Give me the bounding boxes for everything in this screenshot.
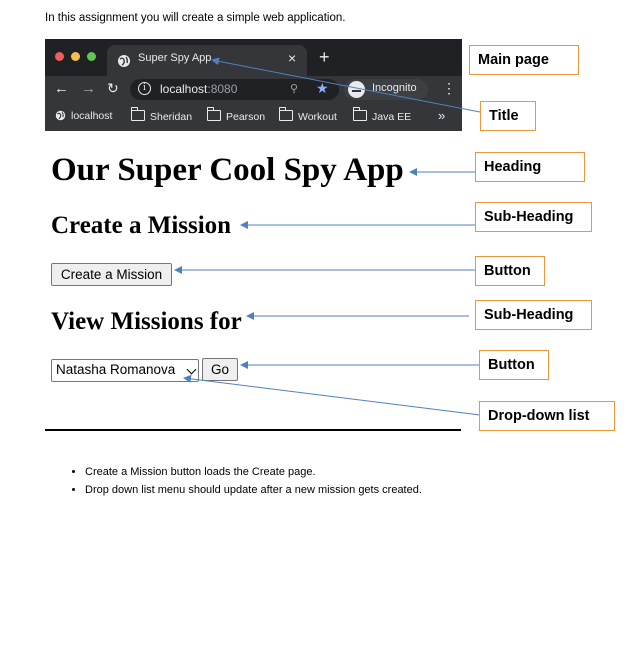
list-item: • Drop down list menu should update after a new mission gets created. — [85, 484, 422, 496]
create-mission-subheading: Create a Mission — [51, 212, 232, 239]
intro-text: In this assignment you will create a simple web application. — [45, 12, 346, 24]
annotation-title: Title — [480, 101, 536, 131]
annotation-subheading-1: Sub-Heading — [475, 202, 592, 232]
annotation-dropdown: Drop-down list — [479, 401, 615, 431]
annotation-button-1: Button — [475, 256, 545, 286]
list-item: • Create a Mission button loads the Create page. — [85, 466, 422, 478]
bookmark-sheridan[interactable]: Sheridan — [131, 110, 192, 123]
bookmark-pearson[interactable]: Pearson — [207, 110, 265, 123]
tab-close-icon[interactable]: × — [288, 50, 297, 66]
title-arrow — [212, 60, 480, 112]
back-arrow-icon[interactable]: ← — [54, 80, 69, 97]
new-tab-icon[interactable]: + — [319, 47, 330, 67]
create-mission-button[interactable]: Create a Mission — [51, 263, 172, 286]
url-text: localhost:8080 — [160, 82, 238, 96]
forward-arrow-icon[interactable]: → — [81, 80, 96, 97]
zoom-icon[interactable]: ⚲ — [290, 83, 299, 95]
annotation-heading: Heading — [475, 152, 585, 182]
view-missions-subheading: View Missions for — [51, 308, 242, 335]
notes-list — [65, 466, 422, 502]
bookmark-star-icon[interactable]: ★ — [316, 80, 329, 96]
page-heading: Our Super Cool Spy App — [51, 152, 404, 188]
annotation-subheading-2: Sub-Heading — [475, 300, 592, 330]
go-button[interactable]: Go — [202, 358, 238, 381]
info-icon[interactable]: i — [138, 82, 151, 95]
annotation-main-page: Main page — [469, 45, 579, 75]
bookmark-workout[interactable]: Workout — [279, 110, 337, 123]
tab-title: Super Spy App — [138, 52, 212, 64]
select-value: Natasha Romanova — [56, 362, 176, 377]
bookmark-localhost[interactable]: localhost — [55, 110, 112, 122]
bookmark-java-ee[interactable]: Java EE — [353, 110, 411, 123]
incognito-label: Incognito — [372, 82, 417, 94]
more-bookmarks-icon[interactable]: » — [438, 108, 446, 123]
reload-icon[interactable]: ↻ — [107, 80, 119, 96]
menu-kebab-icon[interactable]: ⋮ — [442, 80, 456, 96]
annotation-button-2: Button — [479, 350, 549, 380]
dropdown-arrow — [184, 378, 480, 415]
